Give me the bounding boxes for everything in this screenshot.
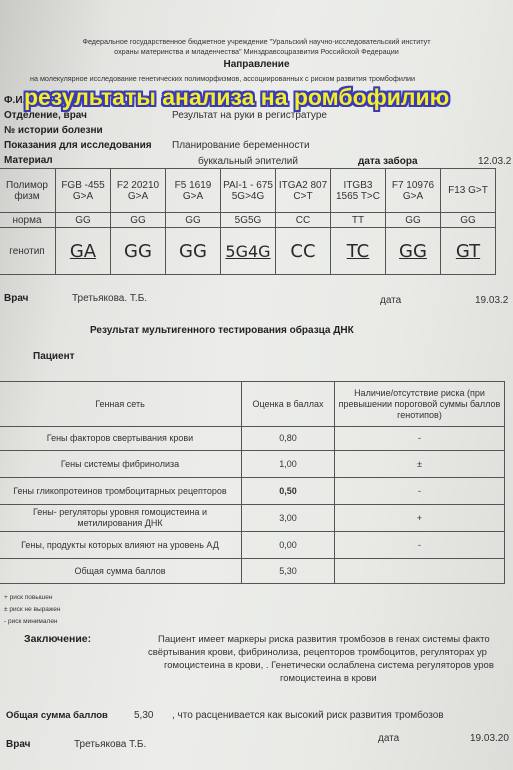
score-cell: 3,00 (242, 505, 335, 532)
risk-cell: - (335, 532, 505, 559)
norm-cell: TT (331, 213, 386, 228)
indications-label: Показания для исследования (4, 140, 152, 151)
norm-cell: GG (56, 213, 111, 228)
total-label-cell: Общая сумма баллов (0, 559, 242, 584)
genotype-cell: GG (111, 228, 166, 275)
genotype-cell: GA (56, 228, 111, 275)
conclusion-line-3: гомоцистеина в крови, . Генетически ослаблена система регуляторов уров (164, 660, 494, 671)
history-label: № истории болезни (4, 125, 103, 136)
norm-cell: GG (386, 213, 441, 228)
conclusion-line-4: гомоцистеина в крови (280, 673, 377, 684)
polymorphism-cell: F2 20210 G>A (111, 169, 166, 213)
network-cell: Гены гликопротеинов тромбоцитарных рецепторов (0, 478, 242, 505)
risk-cell: ± (335, 451, 505, 478)
legend-plusminus: ± риск не выражен (4, 606, 61, 613)
doctor-date-label: дата (380, 295, 402, 306)
norm-cell: CC (276, 213, 331, 228)
network-cell: Гены, продукты которых влияют на уровень АД (0, 532, 242, 559)
network-cell: Гены системы фибринолиза (0, 451, 242, 478)
doctor-name: Третьякова Т.Б. (74, 739, 147, 750)
overlay-caption: результаты анализа на ромбофилию (24, 84, 450, 110)
network-cell: Гены факторов свертывания крови (0, 427, 242, 451)
material-label: Материал (4, 155, 53, 166)
legend-minus: - риск минимален (4, 618, 58, 625)
polymorphism-cell: ITGB3 1565 T>C (331, 169, 386, 213)
genotype-cell: GT (441, 228, 496, 275)
indications-value: Планирование беременности (172, 140, 310, 151)
risk-cell: - (335, 478, 505, 505)
genotype-cell: GG (166, 228, 221, 275)
genotype-cell: TC (331, 228, 386, 275)
doctor-label: Врач (6, 739, 31, 750)
genotype-cell: 5G4G (221, 228, 276, 275)
score-cell: 0,80 (242, 427, 335, 451)
score-cell: 1,00 (242, 451, 335, 478)
doctor-name: Третьякова. Т.Б. (72, 293, 148, 304)
genotype-cell: GG (386, 228, 441, 275)
doctor-label: Врач (4, 293, 29, 304)
header-network: Генная сеть (0, 382, 242, 427)
document-title: Направление (223, 59, 290, 70)
fio-label: Ф.И. (4, 95, 26, 106)
norm-cell: 5G5G (221, 213, 276, 228)
patient-label: Пациент (33, 351, 75, 362)
summary-text: , что расценивается как высокий риск развития тромбозов (172, 710, 444, 721)
doctor-date-value: 19.03.20 (470, 733, 509, 744)
polymorphism-cell: ITGA2 807 C>T (276, 169, 331, 213)
polymorphism-cell: PAI-1 - 675 5G>4G (221, 169, 276, 213)
polymorphism-cell: FGB -455 G>A (56, 169, 111, 213)
date-label: дата забора (358, 156, 418, 167)
header-risk: Наличие/отсутствие риска (при превышении пороговой суммы баллов генотипов) (335, 382, 505, 427)
risk-cell: + (335, 505, 505, 532)
multigene-table (0, 381, 505, 584)
institution-line-2: охраны материнства и младенчества" Минздравсоцразвития Российской Федерации (114, 47, 399, 56)
score-cell: 0,50 (242, 478, 335, 505)
risk-cell: - (335, 427, 505, 451)
document-subtitle: на молекулярное исследование генетических полиморфизмов, ассоциированных с риском развития тромбофилии (30, 74, 416, 83)
header-score: Оценка в баллах (242, 382, 335, 427)
institution-line-1: Федеральное государственное бюджетное учреждение "Уральский научно-исследовательский институт (82, 37, 431, 46)
row-header-genotype: генотип (0, 228, 56, 275)
department-value: Результат на руки в регистратуре (172, 110, 327, 121)
department-label: Отделение, врач (4, 110, 87, 121)
total-risk-cell (335, 559, 505, 584)
doctor-date-label: дата (378, 733, 400, 744)
date-value: 12.03.2 (478, 156, 512, 167)
genotype-cell: CC (276, 228, 331, 275)
conclusion-label: Заключение: (24, 633, 92, 645)
material-value: буккальный эпителий (198, 156, 298, 167)
score-cell: 0,00 (242, 532, 335, 559)
conclusion-line-2: свёртывания крови, фибринолиза, рецепторов тромбоцитов, регуляторах ур (148, 647, 487, 658)
norm-cell: GG (441, 213, 496, 228)
norm-cell: GG (166, 213, 221, 228)
summary-label: Общая сумма баллов (6, 710, 108, 721)
multigene-title: Результат мультигенного тестирования образца ДНК (90, 325, 354, 336)
polymorphism-cell: F13 G>T (441, 169, 496, 213)
polymorphism-cell: F7 10976 G>A (386, 169, 441, 213)
network-cell: Гены- регуляторы уровня гомоцистеина и метилирования ДНК (0, 505, 242, 532)
genotype-table (0, 168, 496, 275)
legend-plus: + риск повышен (4, 594, 53, 601)
doctor-date-value: 19.03.2 (475, 295, 509, 306)
summary-value: 5,30 (134, 710, 154, 721)
row-header-norm: норма (0, 213, 56, 228)
total-value-cell: 5,30 (242, 559, 335, 584)
norm-cell: GG (111, 213, 166, 228)
polymorphism-cell: F5 1619 G>A (166, 169, 221, 213)
conclusion-line-1: Пациент имеет маркеры риска развития тромбозов в генах системы факто (158, 634, 490, 645)
row-header-polymorphism: Полимор физм (0, 169, 56, 213)
